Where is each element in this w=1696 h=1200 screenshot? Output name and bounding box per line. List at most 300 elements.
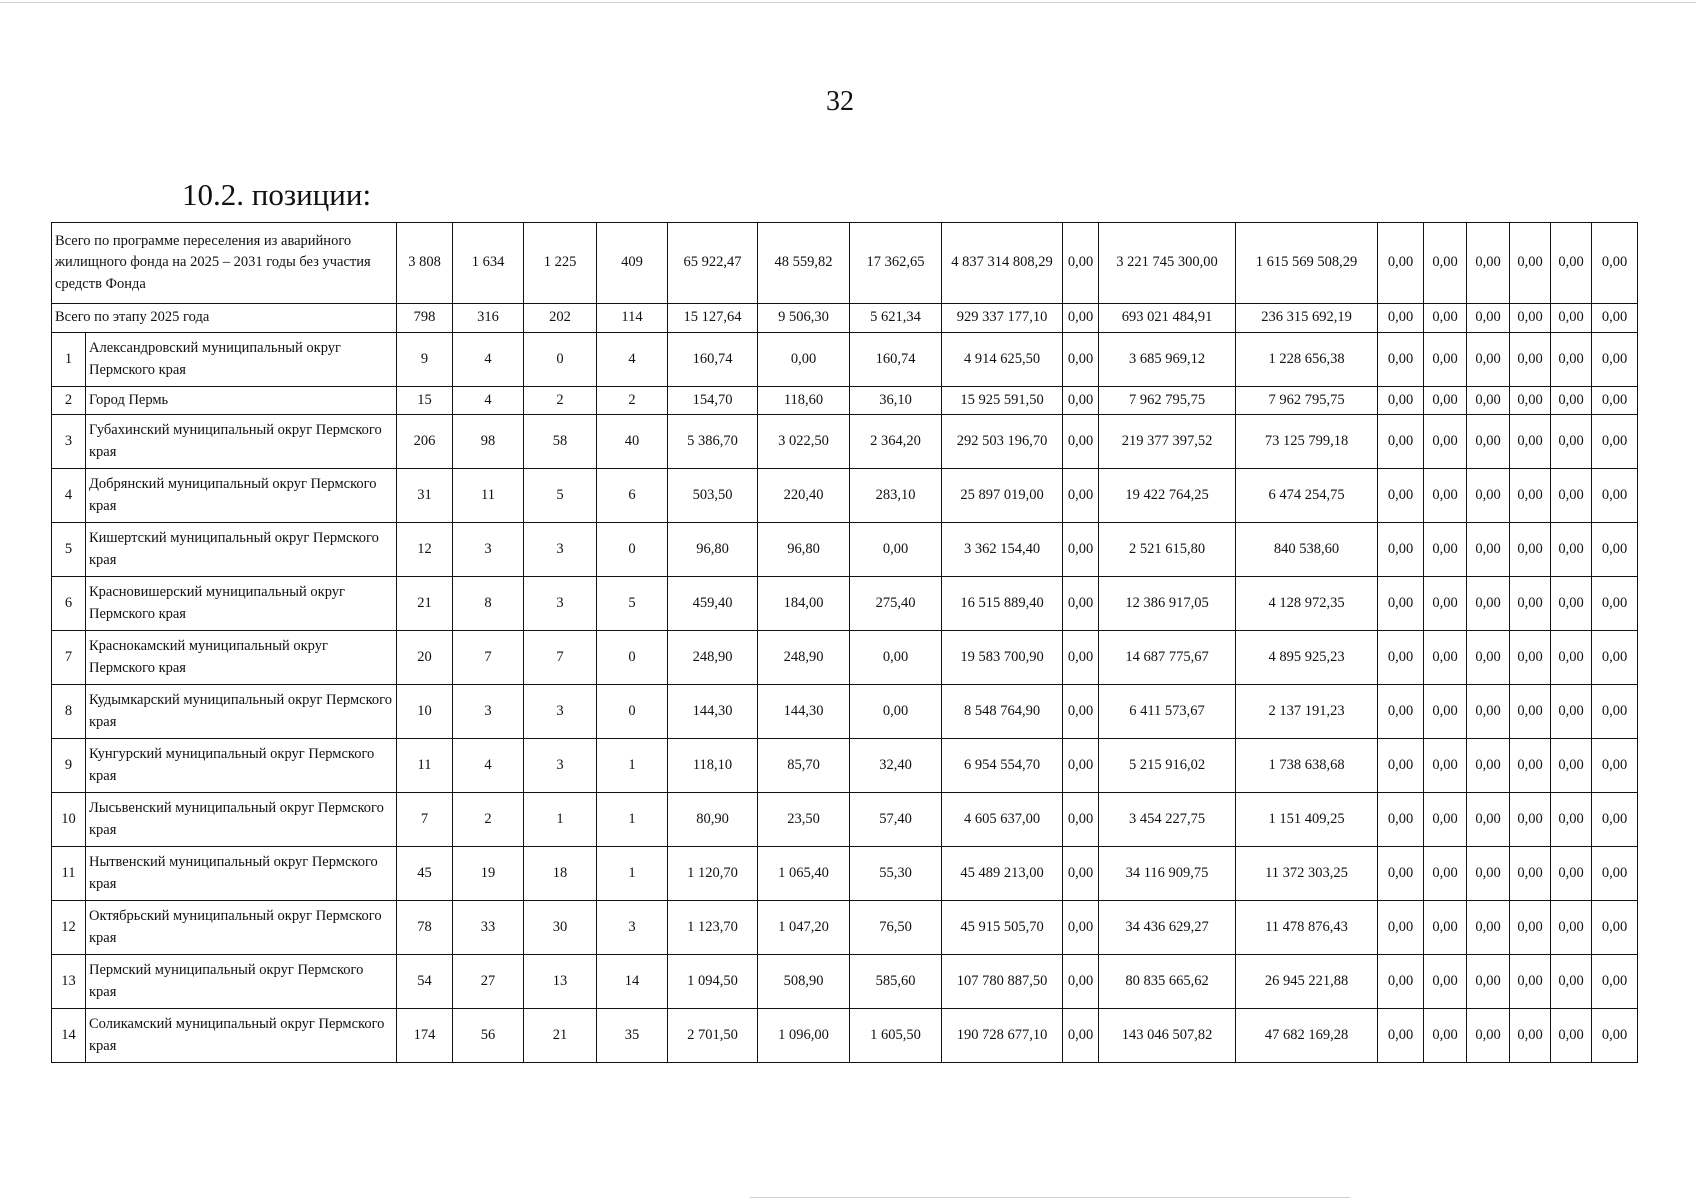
value-cell: 0,00 [1592, 304, 1638, 333]
value-cell: 0,00 [1551, 1009, 1592, 1063]
value-cell: 1 065,40 [758, 847, 850, 901]
value-cell: 0,00 [1424, 685, 1467, 739]
table-row [52, 631, 1638, 685]
value-cell: 3 362 154,40 [942, 523, 1063, 577]
value-cell: 15 127,64 [668, 304, 758, 333]
row-number: 9 [52, 739, 86, 793]
value-cell: 0,00 [1467, 523, 1510, 577]
municipality-name: Нытвенский муниципальный округ Пермского края [86, 847, 397, 901]
value-cell: 0,00 [1424, 333, 1467, 387]
value-cell: 2 137 191,23 [1236, 685, 1378, 739]
value-cell: 0,00 [1510, 685, 1551, 739]
value-cell: 409 [597, 223, 668, 304]
table-row [52, 333, 1638, 387]
value-cell: 190 728 677,10 [942, 1009, 1063, 1063]
value-cell: 3 [524, 685, 597, 739]
value-cell: 4 895 925,23 [1236, 631, 1378, 685]
value-cell: 30 [524, 901, 597, 955]
value-cell: 0,00 [1467, 901, 1510, 955]
value-cell: 0,00 [1424, 469, 1467, 523]
table-row [52, 469, 1638, 523]
value-cell: 0,00 [1510, 387, 1551, 415]
value-cell: 0,00 [1510, 1009, 1551, 1063]
value-cell: 0,00 [1551, 631, 1592, 685]
value-cell: 0,00 [758, 333, 850, 387]
value-cell: 96,80 [668, 523, 758, 577]
value-cell: 0,00 [1510, 523, 1551, 577]
value-cell: 2 [597, 387, 668, 415]
row-number: 10 [52, 793, 86, 847]
value-cell: 0,00 [1063, 223, 1099, 304]
value-cell: 184,00 [758, 577, 850, 631]
value-cell: 7 [453, 631, 524, 685]
value-cell: 0,00 [1063, 955, 1099, 1009]
value-cell: 8 548 764,90 [942, 685, 1063, 739]
table-row [52, 901, 1638, 955]
row-number: 6 [52, 577, 86, 631]
value-cell: 0,00 [1467, 333, 1510, 387]
value-cell: 9 506,30 [758, 304, 850, 333]
value-cell: 1 634 [453, 223, 524, 304]
value-cell: 5 386,70 [668, 415, 758, 469]
value-cell: 17 362,65 [850, 223, 942, 304]
value-cell: 1 047,20 [758, 901, 850, 955]
value-cell: 6 [597, 469, 668, 523]
value-cell: 11 372 303,25 [1236, 847, 1378, 901]
stage-total-row [52, 304, 1638, 333]
value-cell: 3 [524, 577, 597, 631]
value-cell: 0,00 [1467, 469, 1510, 523]
value-cell: 57,40 [850, 793, 942, 847]
row-number: 8 [52, 685, 86, 739]
row-number: 11 [52, 847, 86, 901]
value-cell: 0,00 [1063, 415, 1099, 469]
value-cell: 0,00 [1063, 1009, 1099, 1063]
table-row [52, 523, 1638, 577]
value-cell: 6 954 554,70 [942, 739, 1063, 793]
value-cell: 0,00 [1592, 793, 1638, 847]
value-cell: 1 [597, 847, 668, 901]
value-cell: 0,00 [1592, 387, 1638, 415]
value-cell: 3 454 227,75 [1099, 793, 1236, 847]
value-cell: 0,00 [1592, 955, 1638, 1009]
value-cell: 0,00 [1510, 333, 1551, 387]
table-body [52, 223, 1638, 1063]
value-cell: 4 128 972,35 [1236, 577, 1378, 631]
value-cell: 0,00 [1424, 739, 1467, 793]
value-cell: 248,90 [758, 631, 850, 685]
row-number: 13 [52, 955, 86, 1009]
value-cell: 0,00 [1510, 847, 1551, 901]
value-cell: 0,00 [1424, 955, 1467, 1009]
value-cell: 2 701,50 [668, 1009, 758, 1063]
row-number: 3 [52, 415, 86, 469]
value-cell: 118,60 [758, 387, 850, 415]
value-cell: 0,00 [1551, 387, 1592, 415]
value-cell: 174 [397, 1009, 453, 1063]
value-cell: 26 945 221,88 [1236, 955, 1378, 1009]
value-cell: 3 [524, 523, 597, 577]
table-row [52, 955, 1638, 1009]
value-cell: 0,00 [850, 685, 942, 739]
value-cell: 585,60 [850, 955, 942, 1009]
value-cell: 80,90 [668, 793, 758, 847]
municipality-name: Октябрьский муниципальный округ Пермского края [86, 901, 397, 955]
value-cell: 0,00 [1551, 739, 1592, 793]
value-cell: 0,00 [1467, 793, 1510, 847]
value-cell: 23,50 [758, 793, 850, 847]
value-cell: 3 022,50 [758, 415, 850, 469]
value-cell: 5 [524, 469, 597, 523]
section-heading: 10.2. позиции: [182, 177, 372, 212]
value-cell: 0,00 [1063, 631, 1099, 685]
value-cell: 0,00 [1551, 469, 1592, 523]
value-cell: 0,00 [1467, 739, 1510, 793]
value-cell: 0,00 [1467, 415, 1510, 469]
value-cell: 0,00 [1551, 955, 1592, 1009]
value-cell: 0,00 [1592, 685, 1638, 739]
value-cell: 0,00 [1592, 631, 1638, 685]
value-cell: 0,00 [1378, 793, 1424, 847]
value-cell: 1 [597, 793, 668, 847]
value-cell: 0,00 [1467, 631, 1510, 685]
value-cell: 0,00 [1510, 304, 1551, 333]
value-cell: 0,00 [1378, 577, 1424, 631]
value-cell: 3 808 [397, 223, 453, 304]
table-row [52, 847, 1638, 901]
value-cell: 14 [597, 955, 668, 1009]
row-number: 4 [52, 469, 86, 523]
value-cell: 3 685 969,12 [1099, 333, 1236, 387]
value-cell: 107 780 887,50 [942, 955, 1063, 1009]
municipality-name: Пермский муниципальный округ Пермского края [86, 955, 397, 1009]
value-cell: 0,00 [1378, 685, 1424, 739]
value-cell: 154,70 [668, 387, 758, 415]
value-cell: 144,30 [758, 685, 850, 739]
value-cell: 21 [524, 1009, 597, 1063]
value-cell: 0,00 [1424, 304, 1467, 333]
value-cell: 4 [597, 333, 668, 387]
value-cell: 65 922,47 [668, 223, 758, 304]
value-cell: 0,00 [1551, 415, 1592, 469]
value-cell: 18 [524, 847, 597, 901]
value-cell: 0,00 [1063, 739, 1099, 793]
value-cell: 0,00 [1063, 577, 1099, 631]
value-cell: 11 478 876,43 [1236, 901, 1378, 955]
table-row [52, 415, 1638, 469]
value-cell: 236 315 692,19 [1236, 304, 1378, 333]
value-cell: 0,00 [1378, 847, 1424, 901]
value-cell: 0,00 [1424, 387, 1467, 415]
value-cell: 14 687 775,67 [1099, 631, 1236, 685]
value-cell: 0,00 [1063, 793, 1099, 847]
value-cell: 4 837 314 808,29 [942, 223, 1063, 304]
total-label: Всего по программе переселения из аварийного жилищного фонда на 2025 – 2031 годы без участия средств Фонда [52, 223, 397, 304]
table-row [52, 739, 1638, 793]
value-cell: 1 094,50 [668, 955, 758, 1009]
value-cell: 6 411 573,67 [1099, 685, 1236, 739]
value-cell: 0,00 [1551, 685, 1592, 739]
value-cell: 0,00 [1510, 631, 1551, 685]
municipality-name: Кудымкарский муниципальный округ Пермского края [86, 685, 397, 739]
value-cell: 55,30 [850, 847, 942, 901]
value-cell: 118,10 [668, 739, 758, 793]
value-cell: 2 [453, 793, 524, 847]
table-row [52, 1009, 1638, 1063]
value-cell: 27 [453, 955, 524, 1009]
value-cell: 0 [597, 523, 668, 577]
value-cell: 3 221 745 300,00 [1099, 223, 1236, 304]
value-cell: 1 096,00 [758, 1009, 850, 1063]
value-cell: 0,00 [1063, 304, 1099, 333]
value-cell: 202 [524, 304, 597, 333]
value-cell: 220,40 [758, 469, 850, 523]
value-cell: 13 [524, 955, 597, 1009]
value-cell: 12 [397, 523, 453, 577]
table-row [52, 387, 1638, 415]
value-cell: 0,00 [1424, 577, 1467, 631]
value-cell: 0,00 [1510, 415, 1551, 469]
value-cell: 0,00 [1551, 304, 1592, 333]
value-cell: 2 364,20 [850, 415, 942, 469]
value-cell: 0,00 [1467, 1009, 1510, 1063]
value-cell: 0,00 [1592, 333, 1638, 387]
value-cell: 0,00 [1424, 793, 1467, 847]
value-cell: 2 [524, 387, 597, 415]
value-cell: 0,00 [1424, 1009, 1467, 1063]
value-cell: 54 [397, 955, 453, 1009]
value-cell: 0,00 [1063, 387, 1099, 415]
value-cell: 35 [597, 1009, 668, 1063]
value-cell: 1 [524, 793, 597, 847]
value-cell: 33 [453, 901, 524, 955]
value-cell: 0 [597, 631, 668, 685]
value-cell: 0,00 [1551, 223, 1592, 304]
value-cell: 0,00 [1424, 415, 1467, 469]
municipality-name: Соликамский муниципальный округ Пермского края [86, 1009, 397, 1063]
value-cell: 80 835 665,62 [1099, 955, 1236, 1009]
value-cell: 0,00 [1510, 577, 1551, 631]
value-cell: 3 [597, 901, 668, 955]
value-cell: 25 897 019,00 [942, 469, 1063, 523]
value-cell: 3 [453, 523, 524, 577]
value-cell: 0,00 [1592, 415, 1638, 469]
value-cell: 459,40 [668, 577, 758, 631]
value-cell: 8 [453, 577, 524, 631]
value-cell: 0 [597, 685, 668, 739]
table-row [52, 577, 1638, 631]
value-cell: 0,00 [1510, 955, 1551, 1009]
value-cell: 1 225 [524, 223, 597, 304]
value-cell: 0,00 [1592, 577, 1638, 631]
value-cell: 798 [397, 304, 453, 333]
value-cell: 4 605 637,00 [942, 793, 1063, 847]
value-cell: 283,10 [850, 469, 942, 523]
value-cell: 0,00 [1467, 577, 1510, 631]
value-cell: 0,00 [1467, 955, 1510, 1009]
municipality-name: Город Пермь [86, 387, 397, 415]
row-number: 1 [52, 333, 86, 387]
row-number: 2 [52, 387, 86, 415]
value-cell: 7 962 795,75 [1099, 387, 1236, 415]
row-number: 5 [52, 523, 86, 577]
value-cell: 96,80 [758, 523, 850, 577]
value-cell: 0,00 [850, 523, 942, 577]
value-cell: 34 116 909,75 [1099, 847, 1236, 901]
value-cell: 2 521 615,80 [1099, 523, 1236, 577]
value-cell: 1 738 638,68 [1236, 739, 1378, 793]
municipality-name: Краснокамский муниципальный округ Пермского края [86, 631, 397, 685]
value-cell: 275,40 [850, 577, 942, 631]
value-cell: 206 [397, 415, 453, 469]
value-cell: 0,00 [1378, 739, 1424, 793]
value-cell: 0,00 [1063, 333, 1099, 387]
value-cell: 11 [397, 739, 453, 793]
value-cell: 508,90 [758, 955, 850, 1009]
value-cell: 0,00 [1378, 415, 1424, 469]
value-cell: 143 046 507,82 [1099, 1009, 1236, 1063]
value-cell: 0,00 [850, 631, 942, 685]
value-cell: 0,00 [1551, 523, 1592, 577]
value-cell: 4 [453, 333, 524, 387]
value-cell: 0,00 [1378, 901, 1424, 955]
value-cell: 11 [453, 469, 524, 523]
value-cell: 0,00 [1424, 901, 1467, 955]
value-cell: 4 914 625,50 [942, 333, 1063, 387]
value-cell: 0,00 [1378, 523, 1424, 577]
value-cell: 248,90 [668, 631, 758, 685]
municipality-name: Кунгурский муниципальный округ Пермского края [86, 739, 397, 793]
value-cell: 15 925 591,50 [942, 387, 1063, 415]
value-cell: 840 538,60 [1236, 523, 1378, 577]
municipality-name: Лысьвенский муниципальный округ Пермского края [86, 793, 397, 847]
value-cell: 0 [524, 333, 597, 387]
value-cell: 0,00 [1378, 304, 1424, 333]
municipality-name: Александровский муниципальный округ Пермского края [86, 333, 397, 387]
value-cell: 0,00 [1592, 901, 1638, 955]
value-cell: 40 [597, 415, 668, 469]
row-number: 14 [52, 1009, 86, 1063]
value-cell: 0,00 [1510, 469, 1551, 523]
municipality-name: Красновишерский муниципальный округ Пермского края [86, 577, 397, 631]
value-cell: 3 [453, 685, 524, 739]
value-cell: 7 [524, 631, 597, 685]
value-cell: 0,00 [1551, 577, 1592, 631]
municipality-name: Добрянский муниципальный округ Пермского края [86, 469, 397, 523]
value-cell: 0,00 [1424, 223, 1467, 304]
value-cell: 0,00 [1551, 901, 1592, 955]
value-cell: 0,00 [1592, 523, 1638, 577]
value-cell: 21 [397, 577, 453, 631]
value-cell: 0,00 [1510, 793, 1551, 847]
value-cell: 316 [453, 304, 524, 333]
value-cell: 78 [397, 901, 453, 955]
municipality-name: Кишертский муниципальный округ Пермского края [86, 523, 397, 577]
value-cell: 10 [397, 685, 453, 739]
value-cell: 7 962 795,75 [1236, 387, 1378, 415]
value-cell: 0,00 [1551, 333, 1592, 387]
value-cell: 219 377 397,52 [1099, 415, 1236, 469]
value-cell: 0,00 [1592, 223, 1638, 304]
value-cell: 1 151 409,25 [1236, 793, 1378, 847]
value-cell: 48 559,82 [758, 223, 850, 304]
value-cell: 0,00 [1378, 955, 1424, 1009]
page-number: 32 [826, 86, 854, 117]
value-cell: 45 915 505,70 [942, 901, 1063, 955]
scan-edge-bottom [750, 1197, 1350, 1198]
value-cell: 0,00 [1063, 523, 1099, 577]
value-cell: 9 [397, 333, 453, 387]
value-cell: 6 474 254,75 [1236, 469, 1378, 523]
value-cell: 1 [597, 739, 668, 793]
row-number: 12 [52, 901, 86, 955]
value-cell: 0,00 [1063, 685, 1099, 739]
table-row [52, 685, 1638, 739]
value-cell: 0,00 [1378, 631, 1424, 685]
value-cell: 0,00 [1424, 523, 1467, 577]
value-cell: 47 682 169,28 [1236, 1009, 1378, 1063]
value-cell: 1 228 656,38 [1236, 333, 1378, 387]
value-cell: 0,00 [1592, 1009, 1638, 1063]
value-cell: 1 605,50 [850, 1009, 942, 1063]
value-cell: 0,00 [1510, 739, 1551, 793]
value-cell: 19 422 764,25 [1099, 469, 1236, 523]
value-cell: 1 120,70 [668, 847, 758, 901]
value-cell: 4 [453, 387, 524, 415]
value-cell: 0,00 [1592, 847, 1638, 901]
value-cell: 693 021 484,91 [1099, 304, 1236, 333]
value-cell: 31 [397, 469, 453, 523]
resettlement-positions-table [51, 222, 1638, 1063]
value-cell: 45 489 213,00 [942, 847, 1063, 901]
value-cell: 85,70 [758, 739, 850, 793]
value-cell: 0,00 [1424, 631, 1467, 685]
value-cell: 0,00 [1467, 685, 1510, 739]
value-cell: 0,00 [1378, 387, 1424, 415]
value-cell: 20 [397, 631, 453, 685]
value-cell: 0,00 [1592, 739, 1638, 793]
table-row [52, 793, 1638, 847]
value-cell: 292 503 196,70 [942, 415, 1063, 469]
value-cell: 503,50 [668, 469, 758, 523]
value-cell: 15 [397, 387, 453, 415]
value-cell: 0,00 [1467, 223, 1510, 304]
value-cell: 114 [597, 304, 668, 333]
value-cell: 0,00 [1551, 793, 1592, 847]
value-cell: 0,00 [1467, 847, 1510, 901]
value-cell: 1 123,70 [668, 901, 758, 955]
value-cell: 16 515 889,40 [942, 577, 1063, 631]
value-cell: 7 [397, 793, 453, 847]
municipality-name: Губахинский муниципальный округ Пермского края [86, 415, 397, 469]
value-cell: 0,00 [1592, 469, 1638, 523]
value-cell: 0,00 [1063, 469, 1099, 523]
value-cell: 34 436 629,27 [1099, 901, 1236, 955]
program-total-row [52, 223, 1638, 304]
value-cell: 0,00 [1378, 1009, 1424, 1063]
value-cell: 0,00 [1510, 223, 1551, 304]
value-cell: 0,00 [1510, 901, 1551, 955]
value-cell: 58 [524, 415, 597, 469]
value-cell: 98 [453, 415, 524, 469]
value-cell: 76,50 [850, 901, 942, 955]
value-cell: 5 621,34 [850, 304, 942, 333]
row-number: 7 [52, 631, 86, 685]
value-cell: 32,40 [850, 739, 942, 793]
value-cell: 1 615 569 508,29 [1236, 223, 1378, 304]
total-label: Всего по этапу 2025 года [52, 304, 397, 333]
value-cell: 45 [397, 847, 453, 901]
